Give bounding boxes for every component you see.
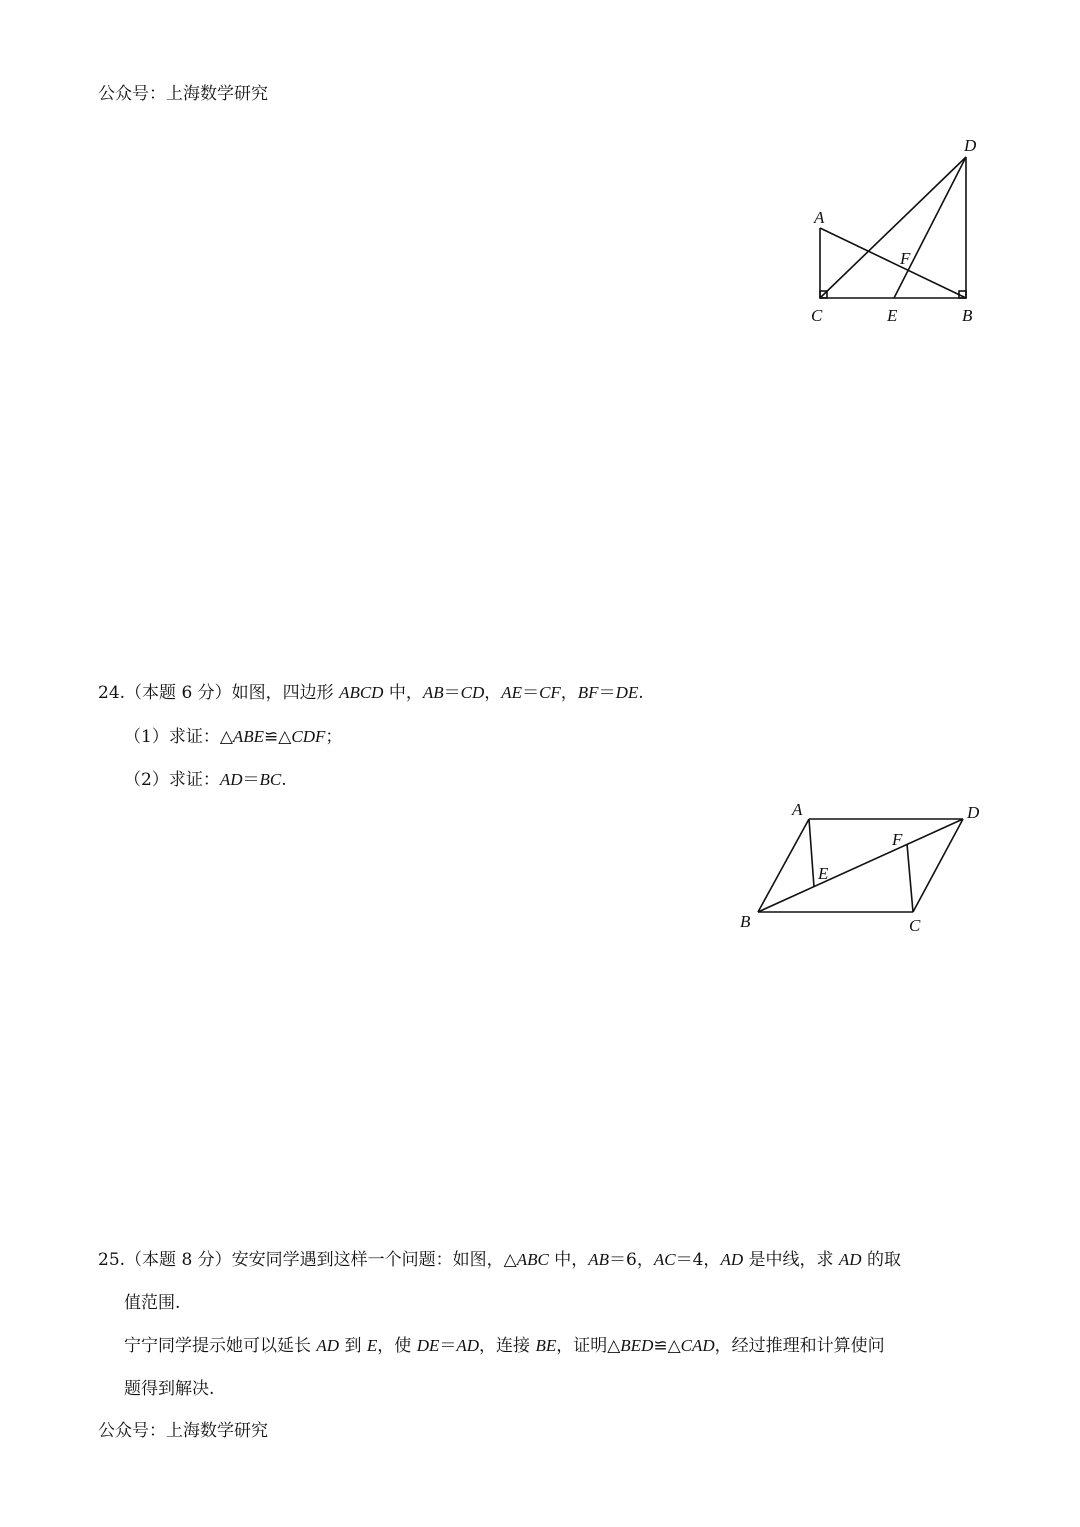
label-a: A bbox=[814, 208, 825, 227]
figure-2-diagram bbox=[735, 795, 990, 940]
label-c: C bbox=[811, 306, 823, 325]
label-e: E bbox=[818, 864, 829, 883]
segment-ed bbox=[894, 157, 966, 298]
label-a: A bbox=[792, 800, 803, 819]
q25-line-1: 25.（本题 8 分）安安同学遇到这样一个问题：如图，△ABC 中，AB＝6，AC＝4，AD 是中线，求 AD 的取 bbox=[98, 1250, 901, 1270]
label-c: C bbox=[909, 916, 921, 935]
q25-score: （本题 8 分） bbox=[125, 1250, 232, 1270]
q25-line-3: 宁宁同学提示她可以延长 AD 到 E，使 DE＝AD，连接 BE，证明△BED≌△CAD，经过推理和计算使问 bbox=[124, 1336, 885, 1356]
figure-1-diagram bbox=[800, 130, 1000, 330]
q24-number: 24. bbox=[98, 683, 126, 703]
q24-subquestion-1: （1）求证：△ABE≌△CDF； bbox=[124, 727, 343, 747]
segment-bd bbox=[758, 819, 963, 912]
segment-cd bbox=[820, 157, 966, 298]
label-e: E bbox=[887, 306, 898, 325]
label-b: B bbox=[740, 912, 751, 931]
segment-cf bbox=[907, 844, 913, 912]
label-f: F bbox=[892, 830, 903, 849]
page-footer: 公众号：上海数学研究 bbox=[98, 1421, 268, 1441]
q24-score: （本题 6 分） bbox=[125, 683, 232, 703]
label-f: F bbox=[900, 249, 911, 268]
label-d: D bbox=[964, 136, 977, 155]
q25-number: 25. bbox=[98, 1250, 126, 1270]
q25-line-4: 题得到解决. bbox=[124, 1379, 215, 1399]
label-d: D bbox=[967, 803, 980, 822]
q24-subquestion-2: （2）求证：AD＝BC. bbox=[124, 770, 287, 790]
segment-ab bbox=[820, 228, 966, 298]
segment-ae bbox=[809, 819, 814, 887]
label-b: B bbox=[962, 306, 973, 325]
q24-stem: 24.（本题 6 分）如图，四边形 ABCD 中，AB＝CD，AE＝CF，BF＝DE. bbox=[98, 683, 644, 703]
segment-cd bbox=[913, 819, 963, 912]
page-header: 公众号：上海数学研究 bbox=[98, 84, 268, 104]
segment-ab bbox=[758, 819, 809, 912]
q25-line-2: 值范围. bbox=[124, 1293, 181, 1313]
